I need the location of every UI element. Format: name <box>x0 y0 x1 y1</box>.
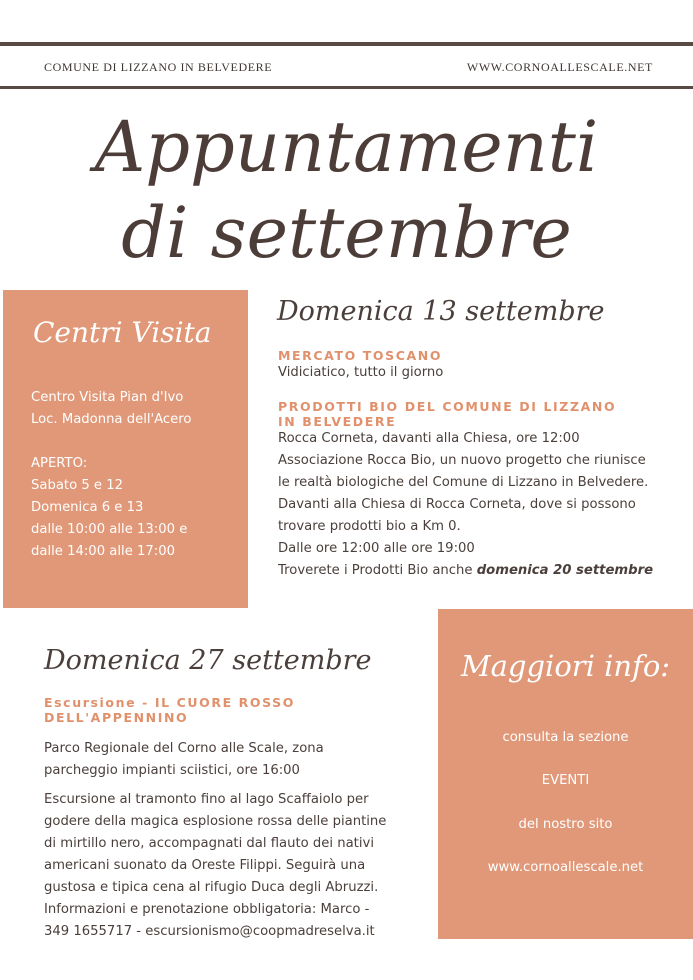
domenica-27-title: Domenica 27 settembre <box>44 645 372 676</box>
centri-visita-line: Sabato 5 e 12 <box>31 478 124 493</box>
centri-visita-box <box>3 290 248 608</box>
escursione-desc-line: di mirtillo nero, accompagnati dal flauto dei nativi <box>44 836 374 851</box>
maggiori-info-title: Maggiori info: <box>460 649 671 683</box>
header-municipality: COMUNE DI LIZZANO IN BELVEDERE <box>44 60 273 74</box>
prodotti-bio-last-bold: domenica 20 settembre <box>476 563 654 578</box>
centri-visita-title: Centri Visita <box>33 316 212 349</box>
escursione-place <box>44 738 324 782</box>
maggiori-info-line: consulta la sezione <box>502 730 629 745</box>
prodotti-bio-line: Davanti alla Chiesa di Rocca Corneta, dove si possono <box>278 497 636 512</box>
maggiori-info-eventi: EVENTI <box>541 773 590 788</box>
header-website: WWW.CORNOALLESCALE.NET <box>466 60 653 74</box>
escursione-label-line: DELL'APPENNINO <box>44 710 189 725</box>
centri-visita-line: Centro Visita Pian d'Ivo <box>31 390 184 405</box>
prodotti-bio-line: Associazione Rocca Bio, un nuovo progetto che riunisce <box>278 453 646 468</box>
page-title-line1: Appuntamenti <box>94 106 599 188</box>
escursione-description <box>44 789 386 943</box>
maggiori-info-line: del nostro sito <box>518 817 613 832</box>
mercato-toscano-label: MERCATO TOSCANO <box>278 348 443 363</box>
header-bottom-rule <box>0 86 693 89</box>
mercato-toscano-text <box>278 362 443 384</box>
prodotti-bio-line: Dalle ore 12:00 alle ore 19:00 <box>278 541 475 556</box>
escursione-desc-line: Informazioni e prenotazione obbligatoria: Marco - <box>44 902 370 917</box>
centri-visita-line: APERTO: <box>31 456 88 471</box>
prodotti-bio-line: trovare prodotti bio a Km 0. <box>278 519 461 534</box>
escursione-desc-line: gustosa e tipica cena al rifugio Duca degli Abruzzi. <box>44 880 379 895</box>
escursione-label-line: Escursione - IL CUORE ROSSO <box>44 695 295 710</box>
maggiori-info-website: www.cornoallescale.net <box>487 860 644 875</box>
mercato-toscano-line: Vidiciatico, tutto il giorno <box>278 365 444 380</box>
escursione-place-line: parcheggio impianti sciistici, ore 16:00 <box>44 763 300 778</box>
centri-visita-text <box>31 387 192 563</box>
centri-visita-line: dalle 10:00 alle 13:00 e <box>31 522 188 537</box>
page-title-line2: di settembre <box>121 192 572 274</box>
prodotti-bio-line: Rocca Corneta, davanti alla Chiesa, ore 12:00 <box>278 431 580 446</box>
centri-visita-line: Domenica 6 e 13 <box>31 500 144 515</box>
escursione-desc-line: Escursione al tramonto fino al lago Scaffaiolo per <box>44 792 369 807</box>
prodotti-bio-text <box>278 428 653 582</box>
escursione-desc-line: 349 1655717 - escursionismo@coopmadreselva.it <box>44 924 375 939</box>
centri-visita-line: Loc. Madonna dell'Acero <box>31 412 192 427</box>
prodotti-bio-last-prefix: Troverete i Prodotti Bio anche <box>278 563 477 578</box>
centri-visita-line: dalle 14:00 alle 17:00 <box>31 544 176 559</box>
prodotti-bio-label-line: PRODOTTI BIO DEL COMUNE DI LIZZANO <box>278 399 617 414</box>
escursione-desc-line: americani suonato da Oreste Filippi. Seguirà una <box>44 858 366 873</box>
domenica-13-title: Domenica 13 settembre <box>277 296 605 327</box>
centri-visita-line <box>31 431 192 453</box>
prodotti-bio-line-last <box>278 560 653 582</box>
escursione-label <box>44 695 295 725</box>
prodotti-bio-label <box>278 399 616 429</box>
prodotti-bio-line: le realtà biologiche del Comune di Lizzano in Belvedere. <box>278 475 649 490</box>
maggiori-info-box <box>438 609 693 939</box>
header-top-rule <box>0 42 693 46</box>
prodotti-bio-label-line: IN BELVEDERE <box>278 414 397 429</box>
escursione-place-line: Parco Regionale del Corno alle Scale, zona <box>44 741 324 756</box>
escursione-desc-line: godere della magica esplosione rossa delle piantine <box>44 814 387 829</box>
